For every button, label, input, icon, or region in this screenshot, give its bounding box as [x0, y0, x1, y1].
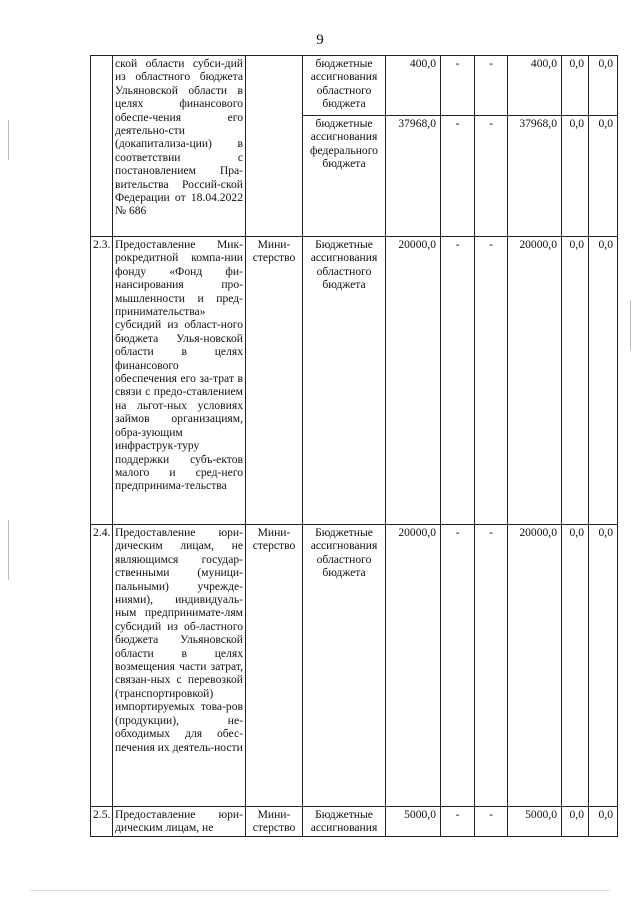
executor [246, 56, 303, 237]
year-1-amount: - [441, 525, 475, 807]
row-number: 2.5. [91, 807, 113, 837]
page-number: 9 [316, 32, 324, 48]
row-number [91, 56, 113, 237]
row-number: 2.4. [91, 525, 113, 807]
year-3-amount: 20000,0 [508, 237, 562, 525]
scan-edge-mark [30, 890, 610, 891]
total-amount: 5000,0 [386, 807, 441, 837]
budget-table [90, 55, 618, 837]
year-5-amount: 0,0 [589, 237, 618, 525]
year-5-amount: 0,0 [589, 807, 618, 837]
table-row [91, 807, 618, 837]
year-4-amount: 0,0 [562, 56, 589, 116]
total-amount: 37968,0 [386, 116, 441, 237]
executor: Мини-стерство [246, 807, 303, 837]
year-2-amount: - [475, 237, 508, 525]
year-1-amount: - [441, 237, 475, 525]
year-5-amount: 0,0 [589, 116, 618, 237]
table-row [91, 525, 618, 807]
year-1-amount: - [441, 56, 475, 116]
year-2-amount: - [475, 525, 508, 807]
total-amount: 20000,0 [386, 237, 441, 525]
year-2-amount: - [475, 807, 508, 837]
year-2-amount: - [475, 56, 508, 116]
funding-source: бюджетные ассигнования федерального бюджета [303, 116, 386, 237]
table-row [91, 237, 618, 525]
measure-name: ской области субси-дий из областного бюджета Ульяновской области в целях финансового обеспе-чения его деятельно-сти (докапитализа-ции) в соответствии с постановлением Пра-вительства Россий-ской Федерации от 18.04.2022 № 686 [113, 56, 246, 237]
row-number: 2.3. [91, 237, 113, 525]
measure-name: Предоставление юри-дическим лицам, не [113, 807, 246, 837]
funding-source: Бюджетные ассигнования областного бюджета [303, 237, 386, 525]
year-3-amount: 400,0 [508, 56, 562, 116]
table-row [91, 56, 618, 116]
year-1-amount: - [441, 807, 475, 837]
year-3-amount: 37968,0 [508, 116, 562, 237]
year-3-amount: 5000,0 [508, 807, 562, 837]
year-4-amount: 0,0 [562, 807, 589, 837]
year-5-amount: 0,0 [589, 525, 618, 807]
executor: Мини-стерство [246, 525, 303, 807]
scan-edge-mark [8, 120, 9, 160]
year-3-amount: 20000,0 [508, 525, 562, 807]
funding-source: Бюджетные ассигнования [303, 807, 386, 837]
total-amount: 20000,0 [386, 525, 441, 807]
total-amount: 400,0 [386, 56, 441, 116]
funding-source: бюджетные ассигнования областного бюджета [303, 56, 386, 116]
year-1-amount: - [441, 116, 475, 237]
measure-name: Предоставление юри-дическим лицам, не являющимся государ-ственными (муници-пальными) учрежде-ниями), индивидуаль-ным предпринимате-лям субсидий из об-ластного бюджета Ульяновской области в целях возмещения части затрат, связан-ных с перевозкой (транспортировкой) импортируемых това-ров (продукции), не-обходимых для обес-печения их деятель-ности [113, 525, 246, 807]
year-5-amount: 0,0 [589, 56, 618, 116]
year-4-amount: 0,0 [562, 116, 589, 237]
year-2-amount: - [475, 116, 508, 237]
measure-name: Предоставление Мик-рокредитной компа-нии фонду «Фонд фи-нансирования про-мышленности и пред-принимательства» субсидий из област-ного бюджета Улья-новской области в целях финансового обеспечения его за-трат в связи с предо-ставлением на льгот-ных условиях займов организациям, обра-зующим инфраструк-туру поддержки субъ-ектов малого и сред-него предпринима-тельства [113, 237, 246, 525]
year-4-amount: 0,0 [562, 525, 589, 807]
scan-edge-mark [630, 300, 631, 350]
year-4-amount: 0,0 [562, 237, 589, 525]
executor: Мини-стерство [246, 237, 303, 525]
scan-edge-mark [8, 520, 9, 580]
funding-source: Бюджетные ассигнования областного бюджета [303, 525, 386, 807]
